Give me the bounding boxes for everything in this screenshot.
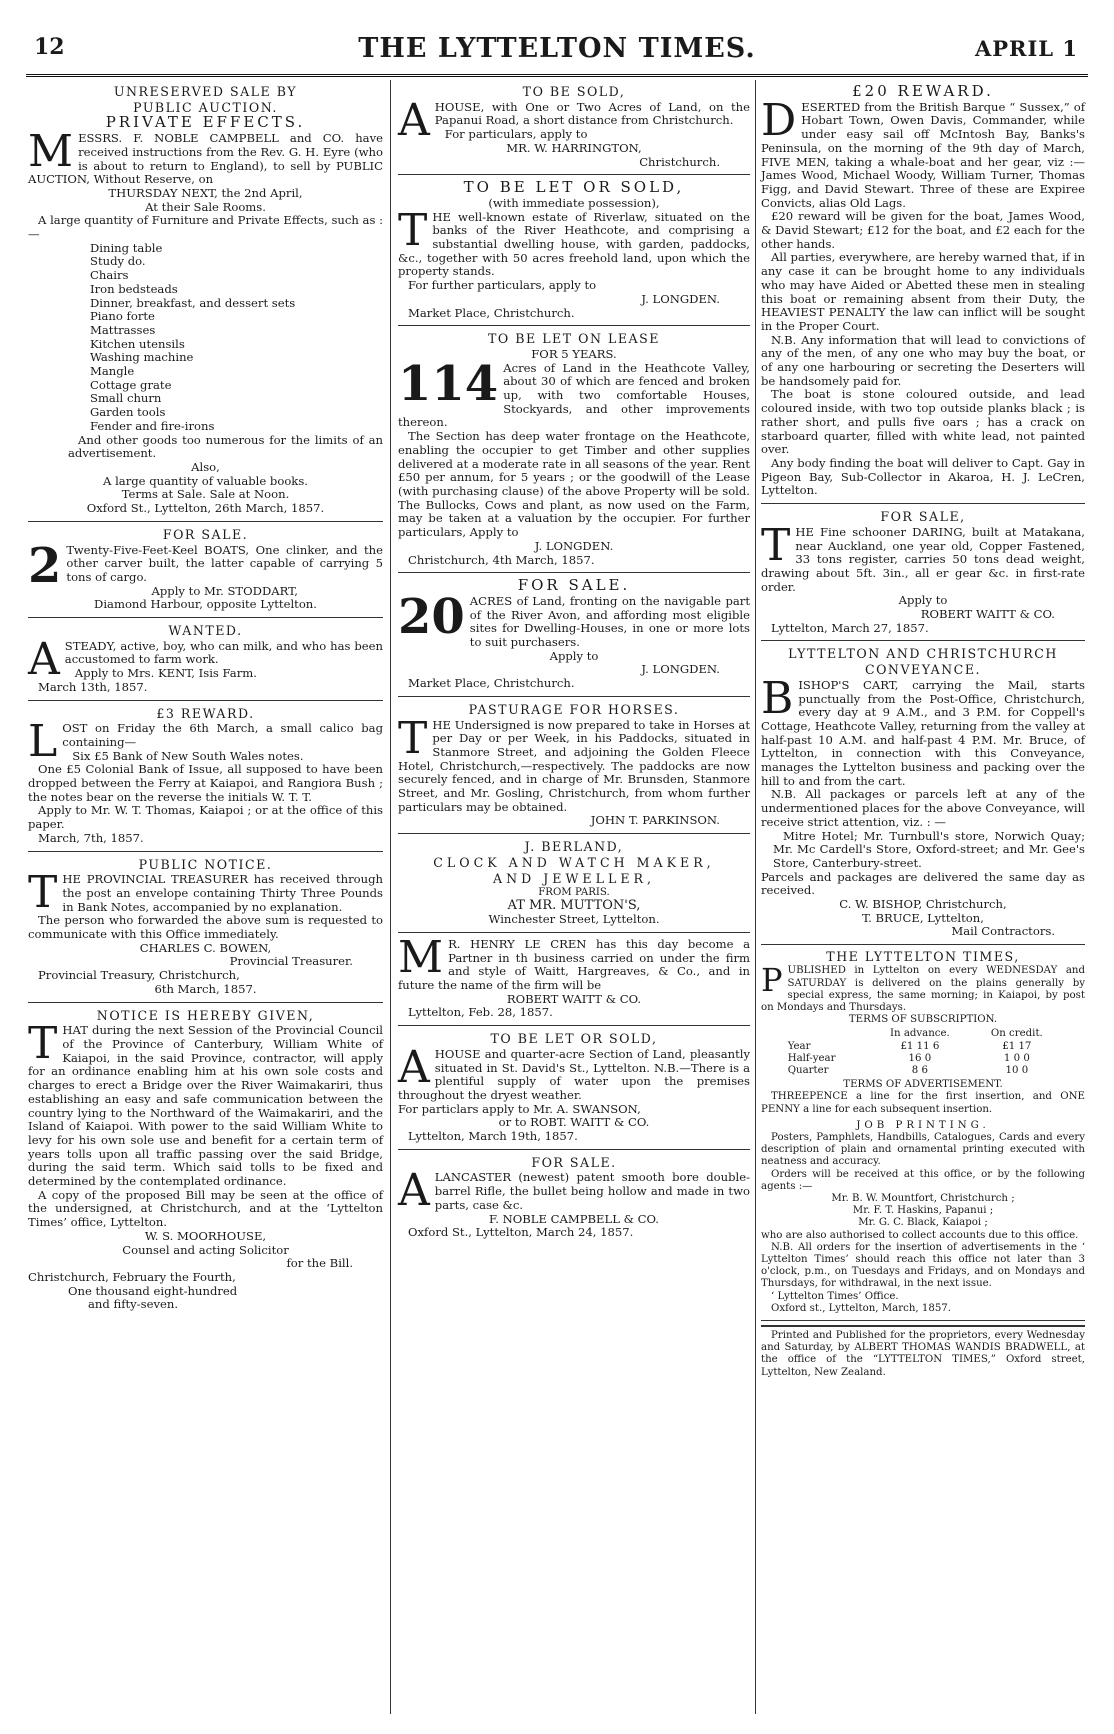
ad-boats-for-sale xyxy=(28,525,383,618)
ad-body: UBLISHED in Lyttelton on every WEDNESDAY and SATURDAY is delivered on the plains generally by special express, the same morning; in Kaiapoi, by post on Mondays and Thursdays. xyxy=(761,965,1085,1013)
ad-body: ISHOP'S CART, carrying the Mail, starts punctually from the Post-Office, Christchurch, every day at 9 A.M., and 3 P.M. for Coppell's Cottage, Heathcote Valley, returning from the valley at half-past 10 A.M. and half-past 4 P.M. Mr. Bruce, of Lyttelton, in connection with this Conveyance, manages the Lyttelton business and packing over the hill to and from the cart. xyxy=(761,677,1085,788)
ad-signature: W. S. MOORHOUSE, xyxy=(144,1228,267,1243)
ad-body: HOUSE, with One or Two Acres of Land, on the Papanui Road, a short distance from Christchurch. xyxy=(434,99,750,128)
ad-line: AT MR. MUTTON'S, xyxy=(507,898,641,914)
ad-heading: NOTICE IS HEREBY GIVEN, xyxy=(96,1007,315,1023)
drop-cap: T xyxy=(28,867,58,919)
drop-cap: A xyxy=(398,1041,430,1093)
list-item: Washing machine xyxy=(90,350,194,365)
ad-body: THREEPENCE a line for the first insertion, and ONE PENNY a line for each subsequent insertion. xyxy=(761,1091,1085,1115)
ad-signature: C. W. BISHOP, Christchurch, xyxy=(839,897,1007,912)
ad-body: Twenty-Five-Feet-Keel BOATS, One clinker, and the other carver built, the latter capable of carrying 5 tons of cargo. xyxy=(66,542,383,584)
ad-date: Oxford St., Lyttelton, March 24, 1857. xyxy=(408,1225,634,1240)
ad-berland-watchmaker xyxy=(398,837,750,933)
ad-heading: FOR SALE, xyxy=(880,509,966,525)
sale-place: At their Sale Rooms. xyxy=(145,199,266,214)
list-item: Piano forte xyxy=(90,309,155,324)
ad-lyttelton-times-terms xyxy=(761,948,1085,1321)
ad-heading: LYTTELTON AND CHRISTCHURCH xyxy=(788,646,1058,662)
ad-date: Lyttelton, March 19th, 1857. xyxy=(408,1129,578,1144)
ad-le-cren-partnership xyxy=(398,931,750,1026)
ad-heading: PUBLIC AUCTION. xyxy=(133,99,278,115)
drop-cap: 2 xyxy=(28,537,62,594)
table-row xyxy=(784,1065,1063,1077)
ad-heathcote-lease xyxy=(398,329,750,573)
ad-body: Posters, Pamphlets, Handbills, Catalogues, Cards and every description of plain and ornamental printing executed with neatness and accuracy. xyxy=(761,1132,1085,1168)
page-number: 12 xyxy=(34,34,65,60)
list-item: Small churn xyxy=(90,391,162,406)
ad-body: HE Fine schooner DARING, built at Matakana, near Auckland, one year old, Copper Fastened, 33 tons register, carries 50 tons dead weight, drawing about 5ft. 3in., all er gear &c. in first-rate order. xyxy=(761,524,1085,594)
drop-cap: T xyxy=(761,519,791,571)
drop-cap: A xyxy=(398,94,430,146)
printer-imprint xyxy=(761,1325,1085,1379)
column-2 xyxy=(398,82,750,1248)
drop-cap: M xyxy=(398,931,444,983)
ad-body: HE PROVINCIAL TREASURER has received through the post an envelope containing Thirty Three Pounds in Bank Notes, accompanied by no explanation. xyxy=(62,872,383,914)
ad-heading: TO BE LET ON LEASE xyxy=(488,331,660,347)
table-cell: 16 0 xyxy=(908,1052,932,1064)
ad-st-davids-house xyxy=(398,1029,750,1150)
ad-body: N.B. All packages or parcels left at any of the undermentioned places for the above Conveyance, will receive strict attention, viz. : — xyxy=(761,787,1085,829)
ad-heading: £3 REWARD. xyxy=(156,705,255,721)
ad-line: Also, xyxy=(191,459,220,474)
table-row xyxy=(784,1053,1063,1065)
ad-heading: UNRESERVED SALE BY xyxy=(113,84,298,99)
ad-schooner-daring xyxy=(761,507,1085,641)
ad-body: Orders will be received at this office, or by the following agents :— xyxy=(761,1168,1085,1192)
ad-body: N.B. All orders for the insertion of advertisements in the ‘ Lyttelton Times’ should reach this office not later than 3 o'clock, p.m., on Tuesdays and Fridays, and on Mondays and Thursdays, for withdrawal, in the next issue. xyxy=(761,1241,1085,1290)
ad-body: HE well-known estate of Riverlaw, situated on the banks of the River Heathcote, and comprising a substantial dwelling house, with garden, paddocks, &c., together with 50 acres freehold land, upon which the property stands. xyxy=(398,209,750,279)
drop-cap: P xyxy=(761,961,783,1000)
ad-date: One thousand eight-hundred xyxy=(68,1283,238,1298)
ad-body: The person who forwarded the above sum is requested to communicate with this Office immediately. xyxy=(28,913,383,942)
ad-public-notice xyxy=(28,855,383,1003)
ad-role: Counsel and acting Solicitor xyxy=(122,1242,289,1257)
ad-date: Christchurch, 4th March, 1857. xyxy=(408,552,595,567)
ad-heading: PUBLIC NOTICE. xyxy=(138,856,273,872)
list-item: Mangle xyxy=(90,364,135,379)
ad-subheading: (with immediate possession), xyxy=(488,195,660,210)
ad-line: Apply to xyxy=(898,593,948,608)
drop-cap: L xyxy=(28,716,58,768)
ad-line: Apply to Mr. STODDART, xyxy=(151,583,298,598)
ad-body: ESSRS. F. NOBLE CAMPBELL and CO. have received instructions from the Rev. G. H. Eyre (who is about to return to England), to sell by PUBLIC AUCTION, Without Reserve, on xyxy=(28,131,383,187)
ad-wanted xyxy=(28,621,383,701)
table-cell: Year xyxy=(787,1040,811,1052)
ad-place: Market Place, Christchurch. xyxy=(408,676,575,691)
table-cell: 1 0 0 xyxy=(1003,1052,1030,1064)
table-cell: 8 6 xyxy=(911,1065,928,1077)
list-item: Dinner, breakfast, and dessert sets xyxy=(90,295,296,310)
ad-auction-sale xyxy=(28,82,383,522)
table-header-row xyxy=(784,1028,1063,1040)
ad-body: All parties, everywhere, are hereby warned that, if in any case it can be brought home to any individuals who may have Aided or Abetted these men in stealing this boat or remaining absent from their Duty, the HEAVIEST PENALTY the law can inflict will be sought in the Proper Court. xyxy=(761,250,1085,333)
ad-heading: WANTED. xyxy=(168,623,243,639)
ad-body: Any body finding the boat will deliver to Capt. Gay in Pigeon Bay, Sub-Collector in Akaroa, H. J. LeCren, Lyttelton. xyxy=(761,455,1085,498)
ad-place: Christchurch. xyxy=(639,154,720,169)
ad-body: N.B. Any information that will lead to convictions of any of the men, of any one who may buy the boat, or of any one harbouring or secreting the Deserters will be handsomely paid for. xyxy=(761,332,1085,388)
ad-signature: J. LONGDEN. xyxy=(641,662,720,677)
ad-body: STEADY, active, boy, who can milk, and who has been accustomed to farm work. xyxy=(64,638,383,667)
ad-line: Apply to xyxy=(549,648,599,663)
ad-line: Apply to Mrs. KENT, Isis Farm. xyxy=(74,666,257,681)
ad-body: Parcels and packages are delivered the same day as received. xyxy=(761,869,1085,898)
column-1 xyxy=(28,82,383,1320)
agent-item: Mr. G. C. Black, Kaiapoi ; xyxy=(858,1217,988,1229)
drop-cap: 114 xyxy=(398,355,499,412)
table-cell: Half-year xyxy=(787,1052,836,1064)
ad-place: Market Place, Christchurch. xyxy=(408,305,575,320)
imprint-text: Printed and Published for the proprietors, every Wednesday and Saturday, by ALBERT THOMAS WANDIS BRADWELL, at the office of the “LYTTELTON TIMES,” Oxford street, Lyttelton, New Zealand. xyxy=(761,1330,1085,1378)
ad-body: Six £5 Bank of New South Wales notes. xyxy=(72,748,304,763)
ad-body: OST on Friday the 6th March, a small calico bag containing— xyxy=(62,721,383,749)
ad-signature: MR. W. HARRINGTON, xyxy=(506,140,642,155)
ad-date: Christchurch, February the Fourth, xyxy=(28,1269,236,1284)
table-row xyxy=(784,1041,1063,1053)
ad-signature: ROBERT WAITT & CO. xyxy=(506,991,642,1006)
drop-cap: B xyxy=(761,672,794,724)
table-cell: £1 11 6 xyxy=(900,1040,940,1052)
ad-body: HOUSE and quarter-acre Section of Land, pleasantly situated in St. David's St., Lyttelton. N.B.—There is a plentiful supply of water upon the premises throughout the dryest weather. xyxy=(398,1046,750,1102)
list-item: Chairs xyxy=(90,268,129,283)
ad-three-pound-reward xyxy=(28,704,383,852)
sale-date: THURSDAY NEXT, the 2nd April, xyxy=(108,185,303,200)
ad-heading: FOR SALE. xyxy=(517,576,631,595)
table-cell: 10 0 xyxy=(1005,1065,1029,1077)
ad-role: Mail Contractors. xyxy=(951,924,1055,939)
ad-line: For further particulars, apply to xyxy=(408,278,597,293)
ad-heading: CONVEYANCE. xyxy=(864,662,982,678)
ad-line: For particlars apply to Mr. A. SWANSON, xyxy=(398,1101,641,1116)
ad-date: Lyttelton, Feb. 28, 1857. xyxy=(408,1005,553,1020)
ad-heading: TO BE SOLD, xyxy=(522,84,626,99)
ad-signature: JOHN T. PARKINSON. xyxy=(590,813,720,828)
agent-item: Mr. F. T. Haskins, Papanui ; xyxy=(852,1205,994,1217)
drop-cap: T xyxy=(398,712,428,764)
ad-line: A large quantity of valuable books. xyxy=(103,473,308,488)
ad-body: The Section has deep water frontage on the Heathcote, enabling the occupier to get Timber and other supplies delivered at a moderate rate in all seasons of the year. Rent £50 per annum, for 5 years ; or the goodwill of the Lease (with purchasing clause) of the above Property will be sold. The Bullocks, Cows and plant, as now used on the Farm, may be taken at a valuation by the occupier. For further particulars, Apply to xyxy=(398,429,750,540)
ad-signature: Oxford St., Lyttelton, 26th March, 1857. xyxy=(86,501,325,516)
ad-subheading: FROM PARIS. xyxy=(538,887,610,899)
ad-bridge-notice xyxy=(28,1006,383,1317)
ad-signature: T. BRUCE, Lyttelton, xyxy=(862,910,984,925)
ad-body: And other goods too numerous for the limits of an advertisement. xyxy=(68,432,383,461)
terms-advertisement-heading: TERMS OF ADVERTISEMENT. xyxy=(843,1079,1003,1091)
drop-cap: A xyxy=(28,633,60,685)
ad-signature: CHARLES C. BOWEN, xyxy=(139,940,272,955)
ad-body: ESERTED from the British Barque “ Sussex,” of Hobart Town, Owen Davis, Commander, while under easy sail off McIntosh Bay, Banks's Peninsula, on the morning of the 9th day of March, FIVE MEN, taking a whale-boat and her gear, viz :—James Wood, Michael Woody, William Turner, Thomas Figg, and David Stewart. Three of these are Expiree Convicts, alias Old Lags. xyxy=(761,99,1085,210)
ad-body: A copy of the proposed Bill may be seen at the office of the undersigned, at Christchurch, and at the ‘Lyttelton Times’ office, Lyttelton. xyxy=(28,1187,383,1230)
ad-signature: F. NOBLE CAMPBELL & CO. xyxy=(489,1211,659,1226)
ad-date: Lyttelton, March 27, 1857. xyxy=(771,620,929,635)
ad-date: March 13th, 1857. xyxy=(38,679,148,694)
column-header: In advance. xyxy=(890,1028,950,1040)
ad-heading: PRIVATE EFFECTS. xyxy=(105,113,306,132)
ad-date: Oxford st., Lyttelton, March, 1857. xyxy=(771,1302,952,1314)
ad-heading: FOR SALE. xyxy=(531,1154,617,1170)
list-item: Study do. xyxy=(90,254,146,269)
table-cell: £1 17 xyxy=(1002,1040,1032,1052)
list-item: Fender and fire-irons xyxy=(90,418,215,433)
table-cell: Quarter xyxy=(787,1065,829,1077)
ad-line: For particulars, apply to xyxy=(444,127,588,142)
ad-heading: TO BE LET OR SOLD, xyxy=(463,178,685,197)
ad-line: ‘ Lyttelton Times’ Office. xyxy=(771,1290,899,1302)
ad-place: Provincial Treasury, Christchurch, xyxy=(38,968,240,983)
ad-body: £20 reward will be given for the boat, James Wood, & David Stewart; £12 for the boat, and £2 each for the other hands. xyxy=(761,209,1085,251)
drop-cap: A xyxy=(398,1165,430,1217)
ad-heading: £20 REWARD. xyxy=(852,82,994,100)
sale-terms: Terms at Sale. Sale at Noon. xyxy=(121,487,290,502)
ad-body: The boat is stone coloured outside, and lead coloured inside, with two top outside planks black ; is rather short, and pulls five oars ; has a crack on starboard quarter, filled with white lead, not painted over. xyxy=(761,387,1085,457)
ad-body: Apply to Mr. W. T. Thomas, Kaiapoi ; or at the office of this paper. xyxy=(28,803,383,832)
ad-body: One £5 Colonial Bank of Issue, all supposed to have been dropped between the Ferry at Kaiapoi, and Rangiora Bush ; the notes bear on the reverse the initials W. T. T. xyxy=(28,762,383,804)
terms-subscription-heading: TERMS OF SUBSCRIPTION. xyxy=(848,1014,998,1026)
issue-date: APRIL 1 xyxy=(974,36,1078,61)
ad-heading: AND JEWELLER, xyxy=(493,870,655,886)
ad-date: March, 7th, 1857. xyxy=(38,830,144,845)
agent-item: Mr. B. W. Mountfort, Christchurch ; xyxy=(831,1193,1015,1205)
ad-body: who are also authorised to collect accounts due to this office. xyxy=(761,1229,1079,1241)
ad-pasturage xyxy=(398,700,750,834)
ad-body: Acres of Land in the Heathcote Valley, about 30 of which are fenced and broken up, with two comfortable Houses, Stockyards, and other improvements thereon. xyxy=(398,360,750,430)
ad-subheading: FOR 5 YEARS. xyxy=(531,346,617,361)
ad-body: LANCASTER (newest) patent smooth bore double-barrel Rifle, the bullet being hollow and made in two parts, case &c. xyxy=(434,1170,750,1212)
ad-conveyance xyxy=(761,644,1085,945)
ad-signature: ROBERT WAITT & CO. xyxy=(920,607,1055,622)
ad-place: Winchester Street, Lyttelton. xyxy=(488,912,660,927)
ad-line: Diamond Harbour, opposite Lyttelton. xyxy=(94,597,317,612)
list-item: Kitchen utensils xyxy=(90,336,185,351)
ad-house-to-be-sold xyxy=(398,82,750,175)
ad-body: HAT during the next Session of the Provincial Council of the Province of Canterbury, William White of Kaiapoi, in the said Province, contractor, will apply for an ordinance enabling him at his own sole costs and charges to erect a Bridge over the River Waimakariri, thus establishing an easy and safe communication between the country lying to the Northward of the Waimakariri, and the Island of Kaiapoi. With power to the said William White to levy for his own sole use and benefit for a certain term of years tolls upon all traffic passing over the said Bridge, during the said term. Which said tolls to be fixed and determined by the contemplated ordinance. xyxy=(28,1023,383,1189)
ad-heading: THE LYTTELTON TIMES, xyxy=(826,949,1020,965)
drop-cap: D xyxy=(761,94,797,146)
column-divider xyxy=(390,80,391,1714)
subscription-table xyxy=(784,1028,1063,1077)
ad-avon-land xyxy=(398,576,750,697)
column-3 xyxy=(761,82,1085,1379)
ad-rifle-for-sale xyxy=(398,1153,750,1245)
ad-heading: J. BERLAND, xyxy=(524,839,624,855)
list-item: Cottage grate xyxy=(90,377,172,392)
ad-heading: PASTURAGE FOR HORSES. xyxy=(468,701,680,717)
ad-twenty-pound-reward xyxy=(761,82,1085,504)
ad-body: HE Undersigned is now prepared to take in Horses at per Day or per Week, in his Paddocks, situated in Stanmore Street, and adjoining the Golden Fleece Hotel, Christchurch,—respectively. The paddocks are now securely fenced, and in charge of Mr. Brunsden, Stanmore Street, and Mr. Gosling, Christchurch, from whom further particulars may be obtained. xyxy=(398,717,750,814)
drop-cap: T xyxy=(398,204,428,256)
ad-body: R. HENRY LE CREN has this day become a Partner in th business carried on under the firm and style of Waitt, Hargreaves, & Co., and in future the name of the firm will be xyxy=(398,936,750,992)
ad-signature: J. LONGDEN. xyxy=(641,291,720,306)
column-header: On credit. xyxy=(990,1028,1043,1040)
ad-body: A large quantity of Furniture and Private Effects, such as :— xyxy=(28,213,383,242)
column-divider xyxy=(755,80,756,1714)
list-item: Dining table xyxy=(90,240,163,255)
newspaper-title: THE LYTTELTON TIMES. xyxy=(358,33,756,64)
ad-heading: CLOCK AND WATCH MAKER, xyxy=(433,854,715,870)
ad-date: and fifty-seven. xyxy=(88,1297,179,1312)
ad-date: 6th March, 1857. xyxy=(154,981,257,996)
list-item: Garden tools xyxy=(90,405,166,420)
ad-role: for the Bill. xyxy=(286,1256,353,1271)
drop-cap: 20 xyxy=(398,588,465,645)
drop-cap: M xyxy=(28,126,74,178)
ad-heading: FOR SALE. xyxy=(162,526,249,542)
ad-riverlaw xyxy=(398,178,750,326)
ad-heading: TO BE LET OR SOLD, xyxy=(490,1031,658,1047)
masthead-rule xyxy=(26,74,1088,77)
ad-role: Provincial Treasurer. xyxy=(229,954,353,969)
job-printing-heading: JOB PRINTING. xyxy=(856,1119,990,1131)
ad-body: ACRES of Land, fronting on the navigable part of the River Avon, and affording most eligible sites for Dwelling-Houses, in one or more lots to suit purchasers. xyxy=(469,593,750,650)
list-item: Iron bedsteads xyxy=(90,281,178,296)
ad-signature: J. LONGDEN. xyxy=(534,538,614,553)
list-item: Mattrasses xyxy=(90,322,156,337)
ad-body: Mitre Hotel; Mr. Turnbull's store, Norwich Quay; Mr. Mc Cardell's Store, Oxford-street; and Mr. Gee's Store, Canterbury-street. xyxy=(773,828,1085,870)
ad-line: or to ROBT. WAITT & CO. xyxy=(498,1115,650,1130)
agents-list xyxy=(761,1193,1085,1230)
drop-cap: T xyxy=(28,1018,58,1070)
sale-items-list xyxy=(28,242,383,434)
